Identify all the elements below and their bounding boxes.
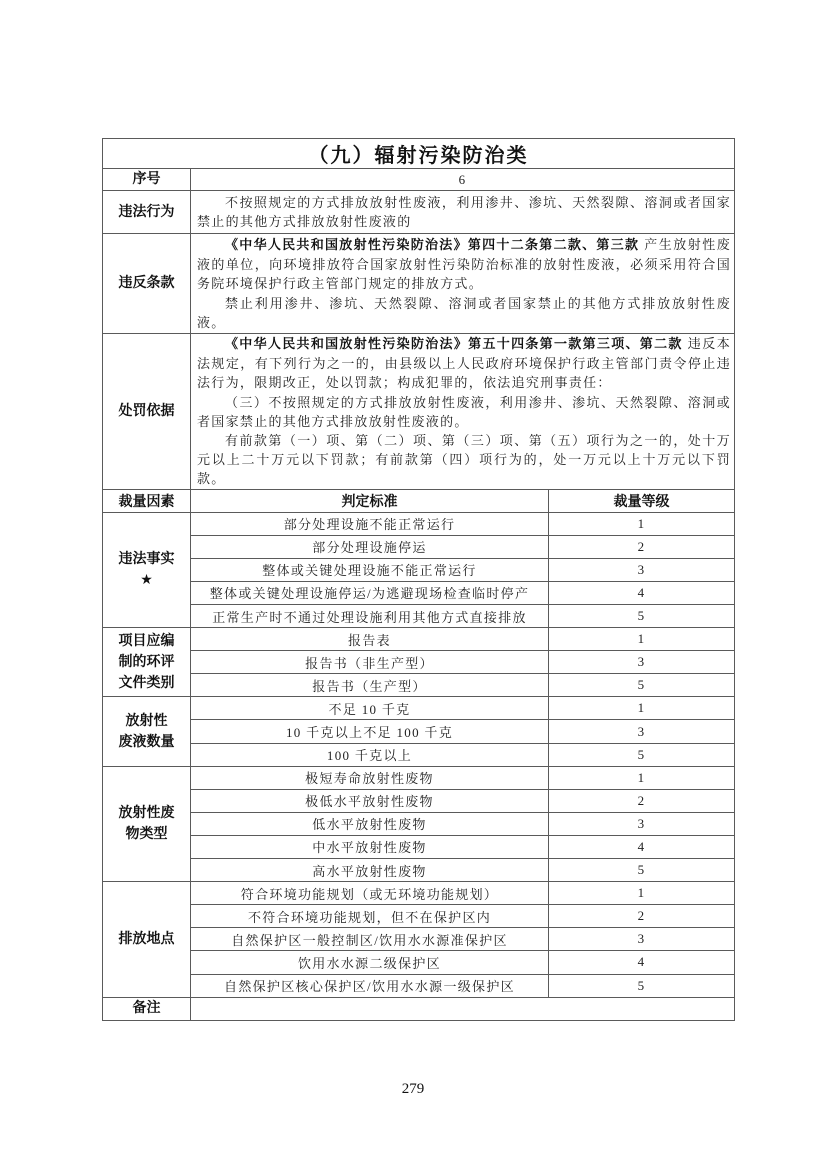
discretion-level: 5 <box>549 974 735 997</box>
header-criterion: 判定标准 <box>191 489 549 512</box>
discretion-level: 2 <box>549 535 735 558</box>
table-title-row <box>103 139 735 169</box>
header-factor: 裁量因素 <box>103 489 191 512</box>
discretion-level: 1 <box>549 882 735 905</box>
discretion-level: 4 <box>549 835 735 858</box>
criterion-row <box>103 974 735 997</box>
criterion-row <box>103 720 735 743</box>
provision-paragraph: 禁止利用渗井、渗坑、天然裂隙、溶洞或者国家禁止的其他方式排放放射性废液。 <box>197 295 732 330</box>
violation-row <box>103 191 735 234</box>
discretion-level: 1 <box>549 766 735 789</box>
factor-label-line: 物类型 <box>125 825 168 842</box>
criterion-text: 报告书（非生产型） <box>191 651 549 674</box>
factor-label <box>103 628 191 697</box>
remarks-label: 备注 <box>103 997 191 1020</box>
criterion-text: 正常生产时不通过处理设施利用其他方式直接排放 <box>191 605 549 628</box>
page-number: 279 <box>401 1081 425 1097</box>
criterion-row <box>103 835 735 858</box>
penalty-text: 违反本法规定，有下列行为之一的，由县级以上人民政府环境保护行政主管部门责令停止违法行为，限期改正，处以罚款；构成犯罪的，依法追究刑事责任： <box>197 336 732 391</box>
serial-row <box>103 169 735 191</box>
serial-value: 6 <box>191 169 735 191</box>
discretion-level: 1 <box>549 512 735 535</box>
criterion-text: 极短寿命放射性废物 <box>191 766 549 789</box>
criterion-text: 低水平放射性废物 <box>191 812 549 835</box>
criterion-text: 部分处理设施停运 <box>191 535 549 558</box>
criterion-text: 极低水平放射性废物 <box>191 789 549 812</box>
penalty-basis-row <box>103 334 735 490</box>
discretion-level: 2 <box>549 789 735 812</box>
star-icon: ★ <box>140 571 153 588</box>
criterion-text: 整体或关键处理设施停运/为逃避现场检查临时停产 <box>191 581 549 604</box>
criterion-row <box>103 697 735 720</box>
discretion-level: 1 <box>549 697 735 720</box>
criterion-row <box>103 789 735 812</box>
factor-label-line: 违法事实 <box>118 550 175 567</box>
provision-text: 产生放射性废液的单位，向环境排放符合国家放射性污染防治标准的放射性废液，必须采用符合国务院环境保护行政主管部门规定的排放方式。 <box>197 236 732 292</box>
criterion-row <box>103 674 735 697</box>
discretion-level: 2 <box>549 905 735 928</box>
criterion-text: 自然保护区核心保护区/饮用水水源一级保护区 <box>191 974 549 997</box>
criterion-row <box>103 628 735 651</box>
factor-label <box>103 882 191 997</box>
penalty-paragraph: （三）不按照规定的方式排放放射性废液，利用渗井、渗坑、天然裂隙、溶洞或者国家禁止的其他方式排放放射性废液的。 <box>197 394 732 429</box>
violated-provision-row <box>103 234 735 334</box>
factor-label <box>103 766 191 881</box>
table-title: （九）辐射污染防治类 <box>103 139 735 169</box>
factor-label <box>103 512 191 627</box>
penalty-basis-label: 处罚依据 <box>103 334 191 490</box>
criterion-text: 报告表 <box>191 628 549 651</box>
penalty-paragraph <box>197 334 731 393</box>
violated-provision-text-cell <box>191 234 735 334</box>
criterion-text: 饮用水水源二级保护区 <box>191 951 549 974</box>
criterion-row <box>103 605 735 628</box>
discretion-level: 3 <box>549 651 735 674</box>
criterion-row <box>103 766 735 789</box>
discretion-level: 3 <box>549 928 735 951</box>
violation-text-cell <box>191 191 735 234</box>
criterion-row <box>103 882 735 905</box>
factor-label-line: 文件类别 <box>118 674 175 691</box>
criterion-text: 中水平放射性废物 <box>191 835 549 858</box>
violation-label: 违法行为 <box>103 191 191 234</box>
criterion-row <box>103 581 735 604</box>
discretion-level: 3 <box>549 720 735 743</box>
serial-label: 序号 <box>103 169 191 191</box>
discretion-level: 1 <box>549 628 735 651</box>
factor-label <box>103 697 191 766</box>
factor-label-line: 放射性 <box>125 712 168 729</box>
criterion-row <box>103 859 735 882</box>
criterion-text: 不符合环境功能规划，但不在保护区内 <box>191 905 549 928</box>
discretion-level: 4 <box>549 951 735 974</box>
criterion-text: 部分处理设施不能正常运行 <box>191 512 549 535</box>
discretion-header-row <box>103 489 735 512</box>
criterion-row <box>103 512 735 535</box>
penalty-law-citation: 《中华人民共和国放射性污染防治法》第五十四条第一款第三项、第二款 <box>225 337 683 352</box>
violated-provision-label: 违反条款 <box>103 234 191 334</box>
criterion-text: 整体或关键处理设施不能正常运行 <box>191 558 549 581</box>
criterion-row <box>103 535 735 558</box>
criterion-text: 符合环境功能规划（或无环境功能规划） <box>191 882 549 905</box>
criterion-row <box>103 905 735 928</box>
discretion-level: 5 <box>549 674 735 697</box>
discretion-level: 3 <box>549 812 735 835</box>
criterion-text: 10 千克以上不足 100 千克 <box>191 720 549 743</box>
criterion-text: 100 千克以上 <box>191 743 549 766</box>
discretion-level: 4 <box>549 581 735 604</box>
violation-text: 不按照规定的方式排放放射性废液，利用渗井、渗坑、天然裂隙、溶洞或者国家禁止的其他方式排放放射性废液的 <box>197 194 732 229</box>
remarks-row <box>103 997 735 1020</box>
factor-label-line: 制的环评 <box>118 653 175 670</box>
criterion-row <box>103 743 735 766</box>
penalty-basis-text-cell <box>191 334 735 490</box>
discretion-level: 5 <box>549 743 735 766</box>
penalty-paragraph: 有前款第（一）项、第（二）项、第（三）项、第（五）项行为之一的，处十万元以上二十万元以下罚款；有前款第（四）项行为的，处一万元以上十万元以下罚款。 <box>197 433 732 487</box>
criterion-row <box>103 558 735 581</box>
remarks-value <box>191 997 735 1020</box>
factor-label-line: 废液数量 <box>118 733 175 750</box>
criterion-text: 高水平放射性废物 <box>191 859 549 882</box>
provision-law-citation: 《中华人民共和国放射性污染防治法》第四十二条第二款、第三款 <box>225 237 640 253</box>
criterion-text: 报告书（生产型） <box>191 674 549 697</box>
factor-label-line: 放射性废 <box>118 804 175 821</box>
criterion-text: 自然保护区一般控制区/饮用水水源准保护区 <box>191 928 549 951</box>
discretion-level: 5 <box>549 605 735 628</box>
discretion-level: 3 <box>549 558 735 581</box>
factor-label-line: 排放地点 <box>118 930 175 947</box>
criterion-row <box>103 651 735 674</box>
criterion-row <box>103 812 735 835</box>
penalty-discretion-table <box>102 138 735 1021</box>
criterion-text: 不足 10 千克 <box>191 697 549 720</box>
provision-paragraph <box>197 235 731 294</box>
criterion-row <box>103 951 735 974</box>
header-level: 裁量等级 <box>549 489 735 512</box>
factor-label-line: 项目应编 <box>118 632 175 649</box>
discretion-level: 5 <box>549 859 735 882</box>
criterion-row <box>103 928 735 951</box>
